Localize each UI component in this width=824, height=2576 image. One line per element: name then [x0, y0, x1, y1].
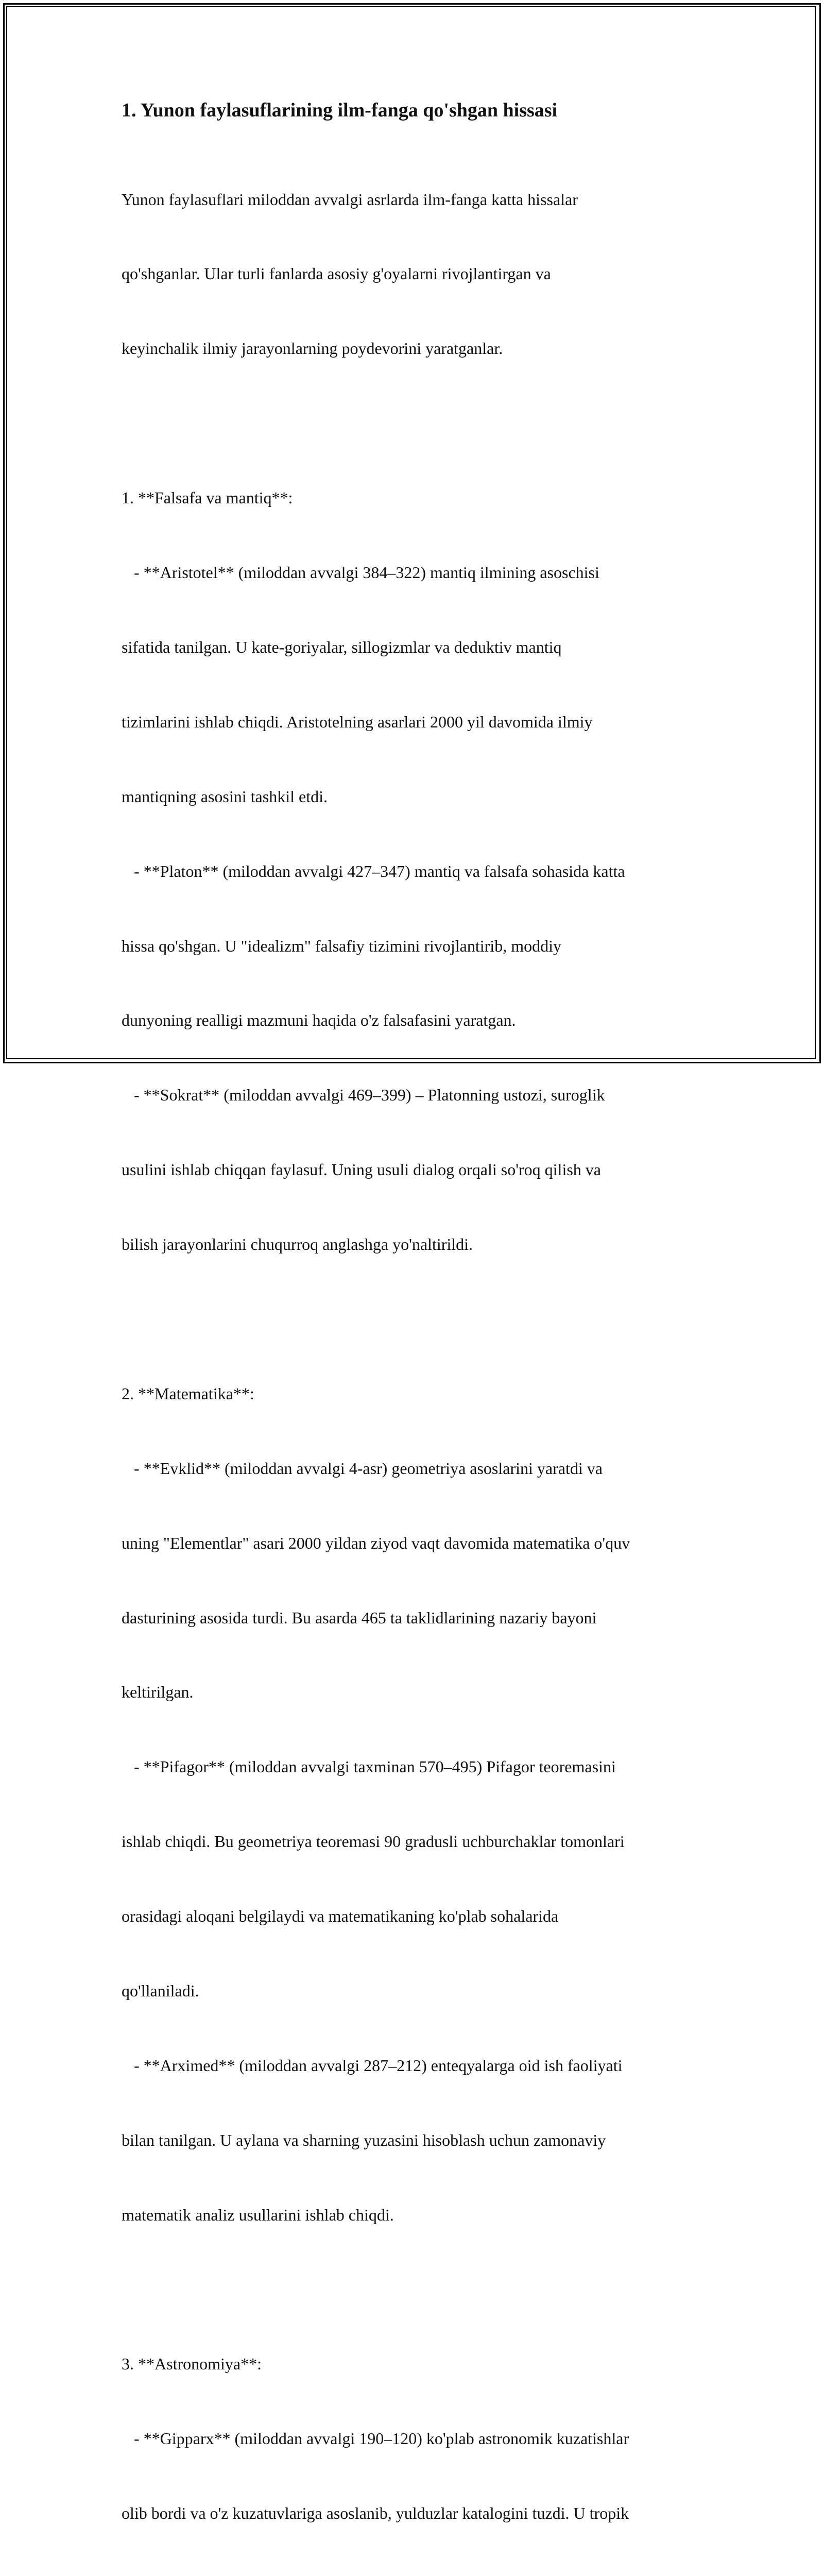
section-line: - **Gipparx** (miloddan avvalgi 190–120) ko'plab astronomik kuzatishlar — [122, 2429, 629, 2448]
section-line: - **Evklid** (miloddan avvalgi 4-asr) geometriya asoslarini yaratdi va — [122, 1459, 603, 1478]
section-line: - **Pifagor** (miloddan avvalgi taxminan 570–495) Pifagor teoremasini — [122, 1757, 616, 1776]
section-heading: 3. **Astronomiya**: — [122, 2354, 262, 2374]
section-line: dasturining asosida turdi. Bu asarda 465 ta taklidlarining nazariy bayoni — [122, 1608, 597, 1627]
intro-line: keyinchalik ilmiy jarayonlarning poydevorini yaratganlar. — [122, 339, 503, 358]
section-line: tizimlarini ishlab chiqdi. Aristotelning asarlari 2000 yil davomida ilmiy — [122, 712, 593, 731]
paragraph-gap — [122, 2277, 709, 2302]
section-line: qo'llaniladi. — [122, 1981, 199, 2000]
intro-line: Yunon faylasuflari miloddan avvalgi asrlarda ilm-fanga katta hissalar — [122, 190, 578, 209]
document-body — [122, 97, 709, 2576]
section-line: usulini ishlab chiqqan faylasuf. Uning usuli dialog orqali so'roq qilish va — [122, 1160, 601, 1179]
section-line: - **Platon** (miloddan avvalgi 427–347) mantiq va falsafa sohasida katta — [122, 861, 625, 880]
section-line: bilish jarayonlarini chuqurroq anglashga yo'naltirildi. — [122, 1235, 473, 1254]
section-line: dunyoning realligi mazmuni haqida o'z falsafasini yaratgan. — [122, 1011, 516, 1030]
section-mathematics — [122, 1331, 709, 2277]
section-line: - **Aristotel** (miloddan avvalgi 384–322) mantiq ilmining asoschisi — [122, 563, 599, 582]
section-line: - **Sokrat** (miloddan avvalgi 469–399) – Platonning ustozi, suroglik — [122, 1086, 605, 1105]
paragraph-gap — [122, 411, 709, 435]
section-line: orasidagi aloqani belgilaydi va matematikaning ko'plab sohalarida — [122, 1907, 559, 1926]
section-line: - **Arximed** (miloddan avvalgi 287–212) enteqyalarga oid ish faoliyati — [122, 2056, 623, 2075]
intro-line: qo'shganlar. Ular turli fanlarda asosiy g'oyalarni rivojlantirgan va — [122, 264, 551, 283]
section-heading: 1. **Falsafa va mantiq**: — [122, 488, 293, 507]
section-line: hissa qo'shgan. U "idealizm" falsafiy tizimini rivojlantirib, moddiy — [122, 936, 561, 955]
section-line: bilan tanilgan. U aylana va sharning yuzasini hisoblash uchun zamonaviy — [122, 2130, 606, 2149]
section-heading: 2. **Matematika**: — [122, 1384, 254, 1403]
intro-paragraph — [122, 137, 709, 411]
section-line: keltirilgan. — [122, 1683, 194, 1702]
section-line: sifatida tanilgan. U kate-goriyalar, sillogizmlar va deduktiv mantiq — [122, 637, 562, 656]
section-philosophy — [122, 436, 709, 1307]
section-line: ishlab chiqdi. Bu geometriya teoremasi 90 gradusli uchburchaklar tomonlari — [122, 1832, 625, 1851]
section-line: uning "Elementlar" asari 2000 yildan ziyod vaqt davomida matematika o'quv — [122, 1533, 630, 1552]
section-line: mantiqning asosini tashkil etdi. — [122, 787, 328, 806]
document-title: 1. Yunon faylasuflarining ilm-fanga qo'shgan hissasi — [122, 99, 558, 121]
section-line: matematik analiz usullarini ishlab chiqdi. — [122, 2205, 394, 2224]
section-line: olib bordi va o'z kuzatuvlariga asoslanib, yulduzlar katalogini tuzdi. U tropik — [122, 2504, 629, 2523]
paragraph-gap — [122, 1307, 709, 1331]
section-astronomy — [122, 2302, 709, 2576]
